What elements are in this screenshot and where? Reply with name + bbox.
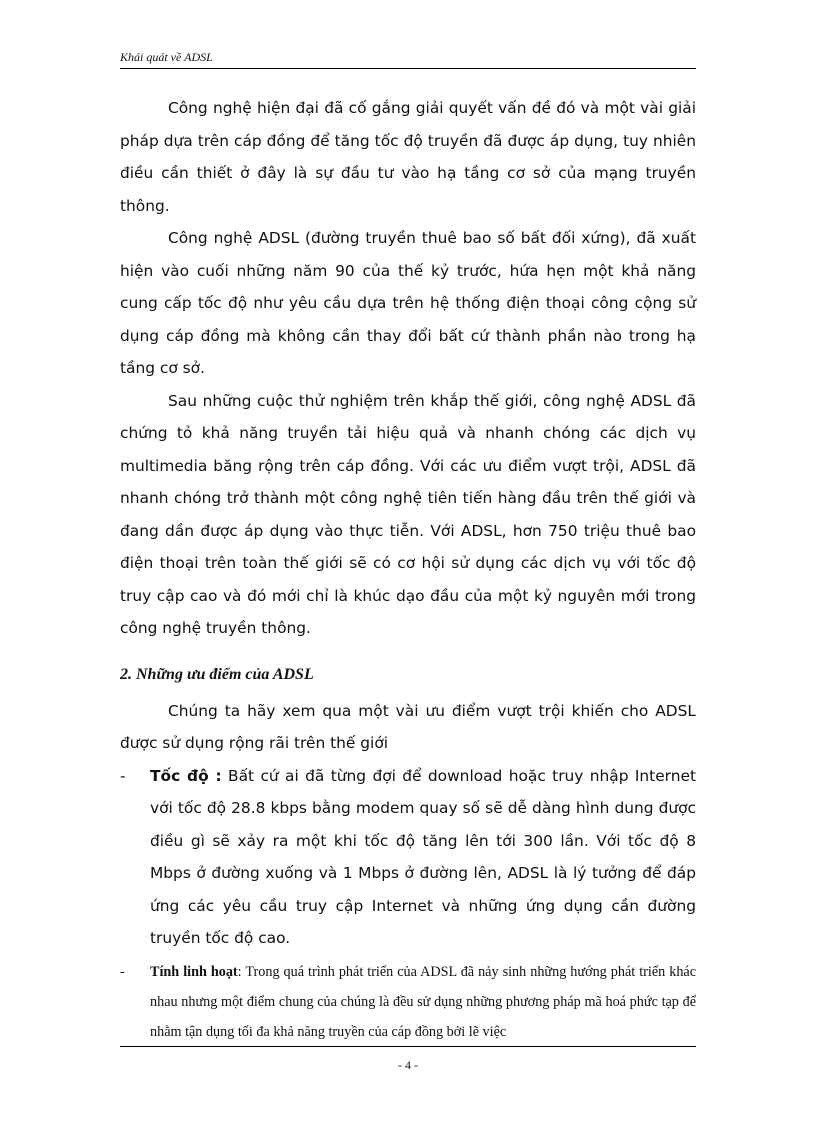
bullet-item-speed bbox=[120, 760, 696, 955]
bullet-body: : Trong quá trình phát triển của ADSL đã nảy sinh những hướng phát triển khác nhau nhưng một điểm chung của chúng là đều sử dụng những phương pháp mã hoá phức tạp để nhằm tận dụng tối đa khả năng truyền của cáp đồng bởi lẽ việc bbox=[150, 963, 697, 1040]
paragraph: Công nghệ ADSL (đường truyền thuê bao số bất đối xứng), đã xuất hiện vào cuối những năm 90 của thế kỷ trước, hứa hẹn một khả năng cung cấp tốc độ như yêu cầu dựa trên hệ thống điện thoại công cộng sử dụng cáp đồng mà không cần thay đổi bất cứ thành phần nào trong hạ tầng cơ sở. bbox=[120, 229, 696, 377]
body-content bbox=[120, 92, 696, 1047]
paragraph: Sau những cuộc thử nghiệm trên khắp thế giới, công nghệ ADSL đã chứng tỏ khả năng truyền tải hiệu quả và nhanh chóng các dịch vụ multimedia băng rộng trên cáp đồng. Với các ưu điểm vượt trội, ADSL đã nhanh chóng trở thành một công nghệ tiên tiến hàng đầu trên thế giới và đang dần được áp dụng vào thực tiễn. Với ADSL, hơn 750 triệu thuê bao điện thoại trên toàn thế giới sẽ có cơ hội sử dụng các dịch vụ với tốc độ truy cập cao và đó mới chỉ là khúc dạo đầu của một kỷ nguyên mới trong công nghệ truyền thông. bbox=[120, 391, 696, 637]
section-intro: Chúng ta hãy xem qua một vài ưu điểm vượt trội khiến cho ADSL được sử dụng rộng rãi trên thế giới bbox=[120, 701, 696, 752]
bullet-item-flexibility bbox=[120, 957, 696, 1047]
bullet-dash: - bbox=[120, 963, 125, 980]
bullet-text bbox=[150, 957, 696, 1047]
bullet-term: Tốc độ : bbox=[150, 766, 222, 785]
paragraph: Công nghệ hiện đại đã cố gắng giải quyết vấn đề đó và một vài giải pháp dựa trên cáp đồng để tăng tốc độ truyền đã được áp dụng, tuy nhiên điều cần thiết ở đây là sự đầu tư vào hạ tầng cơ sở của mạng truyền thông. bbox=[120, 99, 696, 215]
running-header: Khái quát về ADSL bbox=[120, 50, 213, 64]
header-rule bbox=[120, 68, 696, 69]
page-number: - 4 - bbox=[398, 1058, 418, 1072]
section-heading: 2. Những ưu điểm của ADSL bbox=[120, 665, 314, 683]
bullet-dash: - bbox=[120, 766, 126, 785]
bullet-body: Bất cứ ai đã từng đợi để download hoặc truy nhập Internet với tốc độ 28.8 kbps bằng modem quay số sẽ dễ dàng hình dung được điều gì sẽ xảy ra một khi tốc độ tăng lên tới 300 lần. Với tốc độ 8 Mbps ở đường xuống và 1 Mbps ở đường lên, ADSL là lý tưởng để đáp ứng các yêu cầu truy cập Internet và những ứng dụng cần đường truyền tốc độ cao. bbox=[150, 766, 696, 947]
bullet-text bbox=[150, 760, 696, 955]
bullet-term: Tính linh hoạt bbox=[150, 963, 238, 980]
footer-rule bbox=[120, 1046, 696, 1047]
